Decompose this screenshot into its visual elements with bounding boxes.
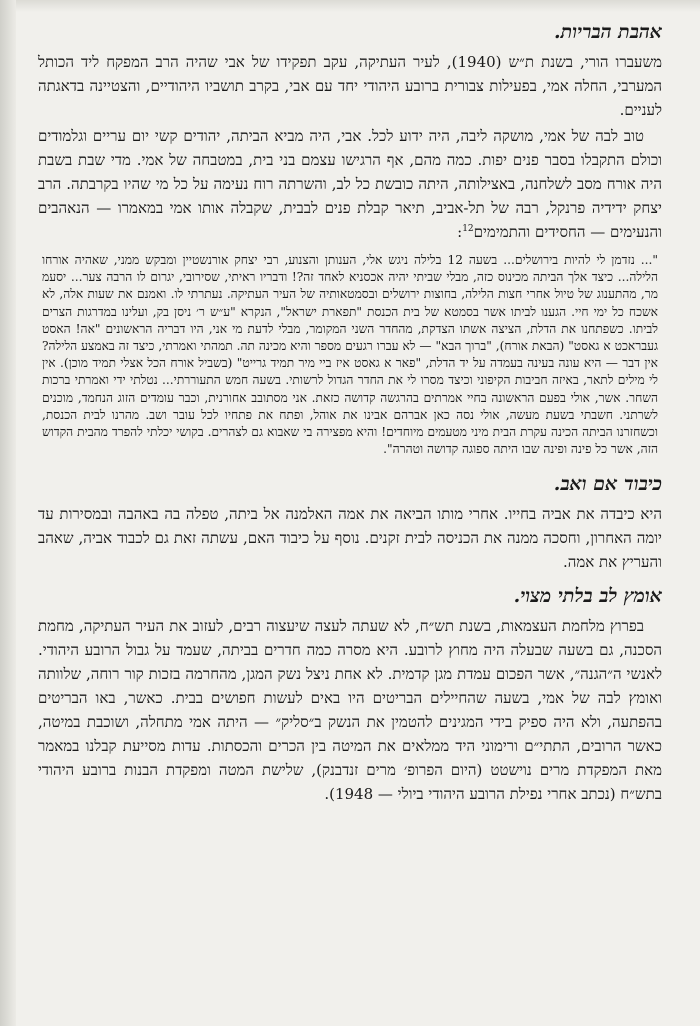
section-heading-honoring-parents: כיבוד אם ואב.: [553, 473, 662, 496]
footnote-reference: 12: [462, 224, 474, 234]
section-heading-courage: אומץ לב בלתי מצוי.: [513, 585, 662, 608]
paragraph-parents-arrival: משעברו הורי, בשנת ת״ש (1940), לעיר העתיקה, עקב תפקידו של אבי שהיה הרב המפקח ליד הכותל המערבי, החלה אמי, בפעילות צבורית ברובע היהודי יחד עם אבי, בקרב תושביו היהודיים, והצטיינה בדאגתה לעניים.: [38, 53, 662, 119]
paragraph-honoring-parents: היא כיבדה את אביה בחייו. אחרי מותו הביאה את אמה האלמנה אל ביתה, טפלה בה באהבה ובמסירות עד יומה האחרון, וחסכה ממנה את הכניסה לבית זקנים. נוסף על כיבוד האם, עשתה זאת גם לכבוד אביה, שאהב והעריץ את אמה.: [38, 505, 662, 572]
paragraph-courage: בפרוץ מלחמת העצמאות, בשנת תש״ח, לא שעתה לעצה שיעצוה רבים, לעזוב את העיר העתיקה, מחמת הסכנה, גם בשעה שבעלה היה מחוץ לרובע. היא מסרה כמה חדרים בביתה, שעמד על גבול הרובע היהודי. לאנשי ה״הגנה״, אשר הפכום עמדת מגן קדמית. לא אחת ניצל נשק המגן, מהחרמה בזכות קור רוחה, שלוותה ואומץ לבה של אמי, בשעה שהחיילים הבריטים היו באים לעשות חפושים בבית. כאשר, באו הבריטים בהפתעה, ולא היה ספיק בידי המגינים להטמין את הנשק ב״סליק״ — היתה אמי מתחלה, ושוכבת במיטה, כאשר הרובים, התתי״ם ורימוני היד ממלאים את המיטה בין הכרים והכסתות. עדות מסייעת קבלנו במאמר מאת המפקדת מרים נוישטט (היום הפרופ׳ מרים זנדבנק), שלישת המטה ומפקדת הבנות ברובע היהודי בתש״ח (נכתב אחרי נפילת הרובע היהודי ביולי — 1948).: [38, 617, 662, 804]
paragraph-mothers-kindness: טוב לבה של אמי, מושקה ליבה, היה ידוע לכל. אבי, היה מביא הביתה, יהודים קשי יום עריים וגלמודים וכולם התקבלו בסבר פנים יפות. כמה מהם, אף הרגישו עצמם בני בית, במטבחה של אמי. מדי שבת בשבת היה אורח מסב לשלחנה, באצילותה, היתה כובשת כל לב, והשרתה רוח נעימה על כל מי שהיו בקרבתה. הרב יצחק ידידיה פרנקל, רבה של תל-אביב, תיאר קבלת פנים לבבית, שקבלה אותו אמי במאמרו — הנאהבים והנעימים — החסידים והתמימים$^{12}$:: [38, 127, 662, 241]
block-quote-rabbi-frankel: "... נזדמן לי להיות בירושלים... בשעה 12 בלילה ניגש אלי, הענותן והצנוע, רבי יצחק אורנשטיין ומבקש ממני, שאהיה אורחו הלילה... כיצד אלך הביתה מכינוס כזה, מבלי שביתי יהיה אכסניא לאחד זה?! ודבריו ראיתי, שסירובי, יגרום לו הרבה צער... יסעמ מר, מהתענוג של טיול אחרי חצות הלילה, בחוצות ירושלים ובסמטאותיה של העיר העתיקה. נעתרתי לו. ואמנם את שעות אלה, לא אשכח כל ימי חיי. הגענו לביתו אשר בסמטא של בית הכנסת "תפארת ישראל", הנקרא "ע״ש ר׳ ניסן בק, ועלינו במדרגות הצרים לביתו. כשפתחנו את הדלת, הציצה אשתו הצדקת, מהחדר השני המקומר, מבלי לדעת מי אני, היו דבריה הראשונים "אה! האסט געבראכט א גאסט" (הבאת אורח), "ברוך הבא" — לא עברו רגעים מספר והיא מכינה תה. תמהתי ואמרתי, כיצד זה באמצע הלילה? אין דבר — היא עונה בעינה בעמדה על יד הדלת, "פאר א גאסט איז ביי מיר תמיד גרייט" (בשביל אורח הכל אצלי תמיד מוכן). אין לי מילים לתאר, באיזה חביבות הקיפוני וכיצד מסרו לי את החדר הגדול לרשותי. בשעה חמש התעוררתי... נטלתי ידי ואמרתי ברכות השחר. אשר, אולי בפעם הראשונה בחיי אמרתים בהרגשה קדושה כזאת. אני מסתובב אחורנית, וכבר עומדים הזוג הנחמד, מוכנים לשרתני. חשבתי בשעת מעשה, אולי נסה כאן אברהם אבינו את אוהל, ופתח את פתחיו לכל עובר ושב. מהרנו לבית הכנסת, וכשחזרנו הביתה הכינה עקרת הבית מיני מטעמים מיוחדים! והיא מפצירה בי שאבוא גם לצהרים. בקושי יכלתי להפרד מהבית הקדוש הזה, אשר כל פינה ופינה שבו היתה ספוגה קדושה וטהרה".: [42, 253, 659, 457]
section-heading-love-of-people: אהבת הבריות.: [554, 21, 662, 43]
paragraph-mothers-kindness-text: טוב לבה של אמי, מושקה ליבה, היה ידוע לכל. אבי, היה מביא הביתה, יהודים קשי יום עריים וגלמודים וכולם התקבלו בסבר פנים יפות. כמה מהם, אף הרגישו עצמם בני בית, במטבחה של אמי. מדי שבת בשבת היה אורח מסב לשלחנה, באצילותה, היתה כובשת כל לב, והשרתה רוח נעימה על כל מי שהיו בקרבתה. הרב יצחק ידידיה פרנקל, רבה של תל-אביב, תיאר קבלת פנים לבבית, שקבלה אותו אמי במאמרו — הנאהבים והנעימים — החסידים והתמימים: [38, 127, 662, 241]
